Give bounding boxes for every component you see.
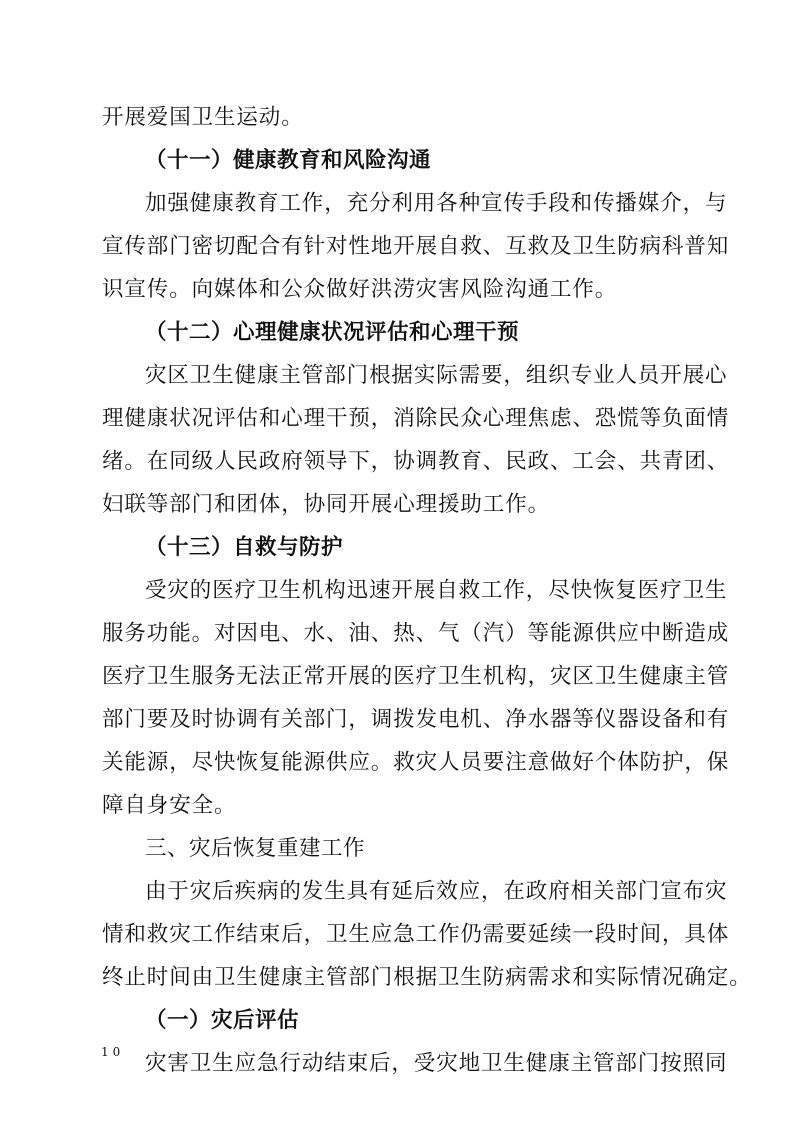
- paragraph-line: 情和救灾工作结束后，卫生应急工作仍需要延续一段时间，具体: [102, 922, 730, 947]
- paragraph-line: 医疗卫生服务无法正常开展的医疗卫生机构，灾区卫生健康主管: [102, 664, 730, 689]
- paragraph-line: 关能源，尽快恢复能源供应。救灾人员要注意做好个体防护，保: [102, 750, 730, 775]
- paragraph-line: 妇联等部门和团体，协同开展心理援助工作。: [102, 492, 551, 517]
- paragraph-line: 灾害卫生应急行动结束后，受灾地卫生健康主管部门按照同: [145, 1051, 728, 1076]
- paragraph-line: 障自身安全。: [102, 793, 237, 818]
- paragraph-line: 宣传部门密切配合有针对性地开展自救、互救及卫生防病科普知: [102, 234, 730, 259]
- paragraph-line: 灾区卫生健康主管部门根据实际需要，组织专业人员开展心: [145, 363, 728, 388]
- subheading-health-education: （十一）健康教育和风险沟通: [145, 148, 432, 173]
- paragraph-line: 受灾的医疗卫生机构迅速开展自救工作，尽快恢复医疗卫生: [145, 578, 728, 603]
- paragraph-line: 绪。在同级人民政府领导下，协调教育、民政、工会、共青团、: [102, 449, 730, 474]
- paragraph-line: 加强健康教育工作，充分利用各种宣传手段和传播媒介，与: [145, 191, 728, 216]
- paragraph-line: 服务功能。对因电、水、油、热、气（汽）等能源供应中断造成: [102, 621, 730, 646]
- subheading-self-rescue: （十三）自救与防护: [145, 535, 344, 560]
- subheading-psychological-intervention: （十二）心理健康状况评估和心理干预: [145, 320, 520, 345]
- subheading-post-disaster-assessment: （一）灾后评估: [145, 1008, 300, 1033]
- paragraph-line: 理健康状况评估和心理干预，消除民众心理焦虑、恐慌等负面情: [102, 406, 730, 431]
- section-heading-recovery: 三、灾后恢复重建工作: [145, 836, 366, 861]
- paragraph-line: 开展爱国卫生运动。: [102, 105, 304, 130]
- page-number: 10: [101, 1045, 125, 1059]
- paragraph-line: 识宣传。向媒体和公众做好洪涝灾害风险沟通工作。: [102, 277, 618, 302]
- paragraph-line: 由于灾后疾病的发生具有延后效应，在政府相关部门宣布灾: [145, 879, 728, 904]
- paragraph-line: 终止时间由卫生健康主管部门根据卫生防病需求和实际情况确定。: [102, 965, 752, 990]
- paragraph-line: 部门要及时协调有关部门，调拨发电机、净水器等仪器设备和有: [102, 707, 730, 732]
